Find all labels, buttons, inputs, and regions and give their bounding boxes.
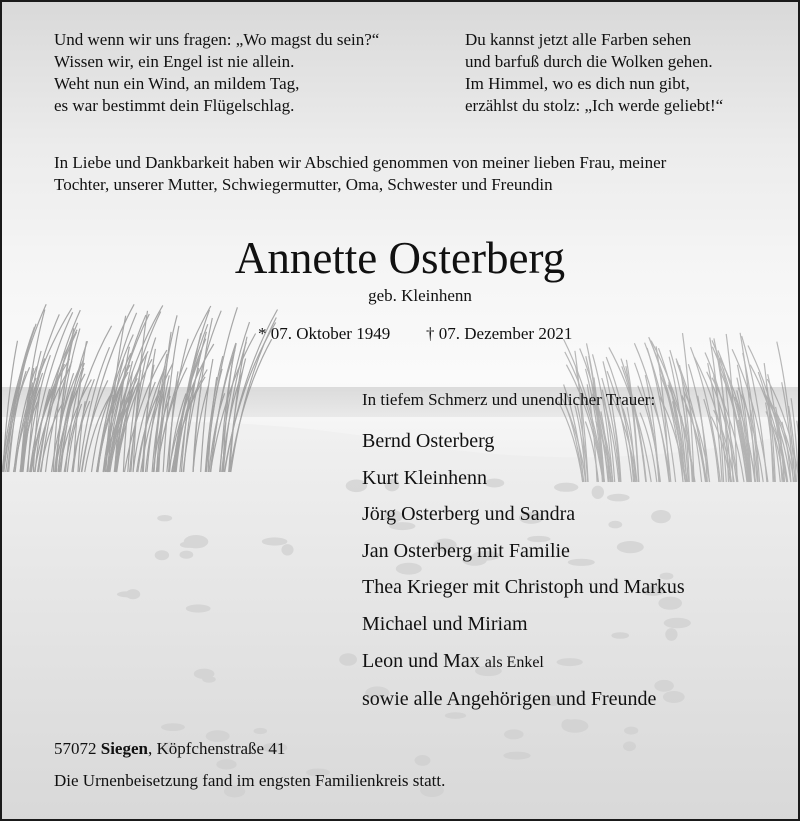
poem-line: Und wenn wir uns fragen: „Wo magst du sein?“ — [54, 30, 380, 49]
birth-date: * 07. Oktober 1949 — [258, 324, 391, 343]
footprint — [339, 653, 357, 666]
burial-note: Die Urnenbeisetzung fand im engsten Familienkreis statt. — [54, 771, 446, 790]
address-city: Siegen — [100, 739, 148, 758]
mourner-item — [362, 643, 685, 682]
footprint — [623, 741, 636, 751]
footprint — [157, 515, 172, 521]
mourner-item — [362, 569, 685, 606]
footprint — [503, 752, 530, 760]
address-postcode: 57072 — [54, 739, 97, 758]
mourning-heading: In tiefem Schmerz und unendlicher Trauer: — [362, 390, 656, 409]
footprint — [281, 544, 293, 555]
mourner-name: Jörg Osterberg und Sandra — [362, 503, 576, 526]
mourner-item — [362, 460, 685, 497]
footprint — [561, 719, 574, 730]
footprint — [415, 755, 431, 766]
mourners-list — [362, 423, 685, 718]
poem-line: Du kannst jetzt alle Farben sehen — [465, 30, 692, 49]
mourner-name: sowie alle Angehörigen und Freunde — [362, 688, 657, 711]
death-date: † 07. Dezember 2021 — [426, 324, 573, 343]
footprint — [126, 589, 140, 599]
mourner-item — [362, 533, 685, 570]
mourner-name: Kurt Kleinhenn — [362, 466, 487, 489]
footprint — [180, 551, 194, 559]
intro-line: In Liebe und Dankbarkeit haben wir Abschied genommen von meiner lieben Frau, meiner — [54, 153, 667, 172]
footprint — [186, 604, 211, 612]
intro-line: Tochter, unserer Mutter, Schwiegermutter, Oma, Schwester und Freundin — [54, 175, 553, 194]
footprint — [624, 727, 638, 735]
footprint — [184, 535, 209, 548]
address-line — [54, 738, 285, 760]
intro-text — [54, 152, 666, 196]
footprint — [262, 537, 288, 545]
poem-line: Wissen wir, ein Engel ist nie allein. — [54, 52, 295, 71]
footprint — [504, 729, 524, 739]
deceased-name: Annette Osterberg — [234, 233, 566, 283]
poem-right-stanza — [465, 29, 723, 117]
poem-line: es war bestimmt dein Flügelschlag. — [54, 96, 295, 115]
footprint — [202, 676, 216, 683]
address-street: , Köpfchenstraße 41 — [147, 739, 286, 758]
mourner-item — [362, 496, 685, 533]
mourner-name: Michael und Miriam — [362, 612, 528, 635]
mourner-item — [362, 606, 685, 643]
poem-line: erzählst du stolz: „Ich werde geliebt!“ — [465, 96, 724, 115]
poem-left-stanza — [54, 29, 379, 117]
mourner-item — [362, 681, 685, 718]
footprint — [216, 759, 236, 769]
poem-line: Weht nun ein Wind, an mildem Tag, — [54, 74, 300, 93]
mourner-name: Bernd Osterberg — [362, 430, 495, 452]
footprint — [155, 550, 169, 560]
birth-name: geb. Kleinhenn — [368, 286, 472, 305]
mourner-name: Leon und Max — [362, 649, 480, 672]
footprint — [253, 728, 267, 734]
poem-line: Im Himmel, wo es dich nun gibt, — [465, 74, 690, 93]
poem-line: und barfuß durch die Wolken gehen. — [465, 52, 713, 71]
mourner-name: Thea Krieger mit Christoph und Markus — [362, 576, 685, 599]
footprint — [161, 723, 185, 731]
mourner-name: Jan Osterberg mit Familie — [362, 539, 570, 562]
mourner-note: als Enkel — [484, 653, 544, 671]
mourner-item — [362, 423, 685, 460]
